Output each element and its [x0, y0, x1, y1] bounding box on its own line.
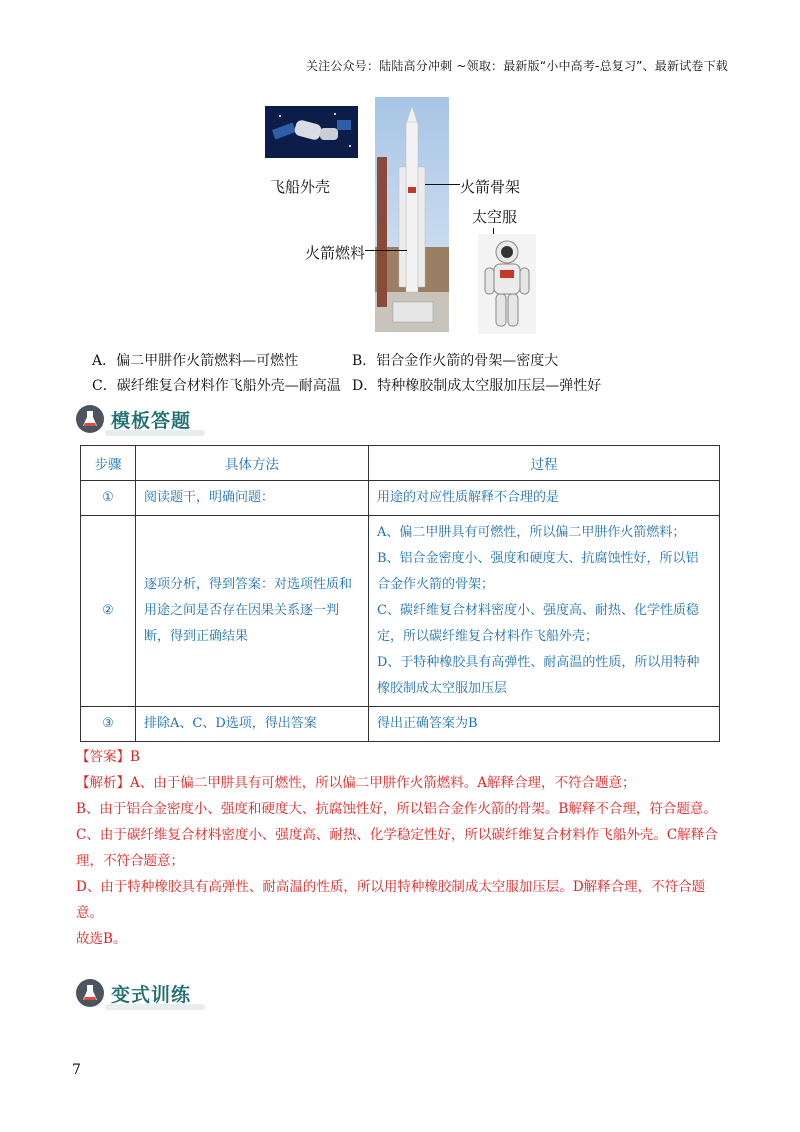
option-b: B．铝合金作火箭的骨架—密度大	[352, 353, 559, 369]
analysis-d: D、由于特种橡胶具有高弹性、耐高温的性质，所以用特种橡胶制成太空服加压层。D解释合理，不符合题意。	[76, 879, 706, 921]
shell-label: 飞船外壳	[270, 178, 331, 196]
analysis-a: 【解析】A、由于偏二甲肼具有可燃性，所以偏二甲肼作火箭燃料。A解释合理，不符合题意；	[76, 775, 636, 791]
answer-block	[76, 744, 726, 952]
method-cell: 排除A、C、D选项，得出答案	[136, 707, 369, 742]
conclusion: 故选B。	[76, 931, 127, 947]
header-process: 过程	[369, 446, 720, 481]
frame-label: 火箭骨架	[460, 178, 521, 196]
method-cell: 阅读题干，明确问题：	[136, 481, 369, 516]
process-line: D、于特种橡胶具有高弹性、耐高温的性质，所以用特种橡胶制成太空服加压层	[377, 655, 700, 696]
section-title: 变式训练	[111, 984, 192, 1006]
option-a: A．偏二甲肼作火箭燃料—可燃性	[92, 353, 299, 369]
rocket-figure	[0, 0, 800, 340]
table-row	[81, 481, 720, 516]
page-number: 7	[72, 1062, 81, 1078]
page-header: 关注公众号：陆陆高分冲刺 ~领取：最新版“小中高考-总复习”、最新试卷下载	[305, 59, 728, 73]
method-cell: 逐项分析，得到答案：对选项性质和用途之间是否存在因果关系逐一判断，得到正确结果	[136, 516, 369, 707]
process-line: C、碳纤维复合材料密度小、强度高、耐热、化学性质稳定，所以碳纤维复合材料作飞船外壳；	[377, 603, 699, 644]
table-row	[81, 707, 720, 742]
spacesuit-image	[478, 234, 536, 334]
variant-training-heading	[75, 976, 210, 1010]
analysis-c: C、由于碳纤维复合材料密度小、强度高、耐热、化学稳定性好，所以碳纤维复合材料作飞船外壳。C解释合理，不符合题意；	[76, 827, 718, 869]
process-line: A、偏二甲肼具有可燃性，所以偏二甲肼作火箭燃料；	[377, 525, 686, 540]
table-header-row	[81, 446, 720, 481]
template-answer-heading	[75, 402, 210, 436]
header-method: 具体方法	[136, 446, 369, 481]
analysis-b: B、由于铝合金密度小、强度和硬度大、抗腐蚀性好，所以铝合金作火箭的骨架。B解释不合理，符合题意。	[76, 801, 717, 817]
fuel-label: 火箭燃料	[305, 244, 366, 262]
option-c: C．碳纤维复合材料作飞船外壳—耐高温	[92, 378, 341, 394]
frame-pointer-line	[425, 184, 460, 185]
process-cell: 得出正确答案为B	[369, 707, 720, 742]
process-cell: 用途的对应性质解释不合理的是	[369, 481, 720, 516]
step-cell: ②	[81, 516, 136, 707]
suit-label: 太空服	[472, 208, 518, 226]
option-d: D．特种橡胶制成太空服加压层—弹性好	[352, 378, 602, 394]
process-line: B、铝合金密度小、强度和硬度大、抗腐蚀性好，所以铝合金作火箭的骨架；	[377, 551, 699, 592]
steps-table	[80, 445, 720, 742]
step-cell: ③	[81, 707, 136, 742]
section-title: 模板答题	[111, 410, 192, 432]
flask-icon	[75, 404, 105, 434]
answer-line: 【答案】B	[76, 749, 140, 765]
fuel-pointer-line	[365, 250, 407, 251]
step-cell: ①	[81, 481, 136, 516]
rocket-image	[375, 97, 449, 332]
flask-icon	[75, 978, 105, 1008]
table-row	[81, 516, 720, 707]
process-cell	[369, 516, 720, 707]
header-step: 步骤	[81, 446, 136, 481]
spacecraft-image	[265, 106, 358, 158]
